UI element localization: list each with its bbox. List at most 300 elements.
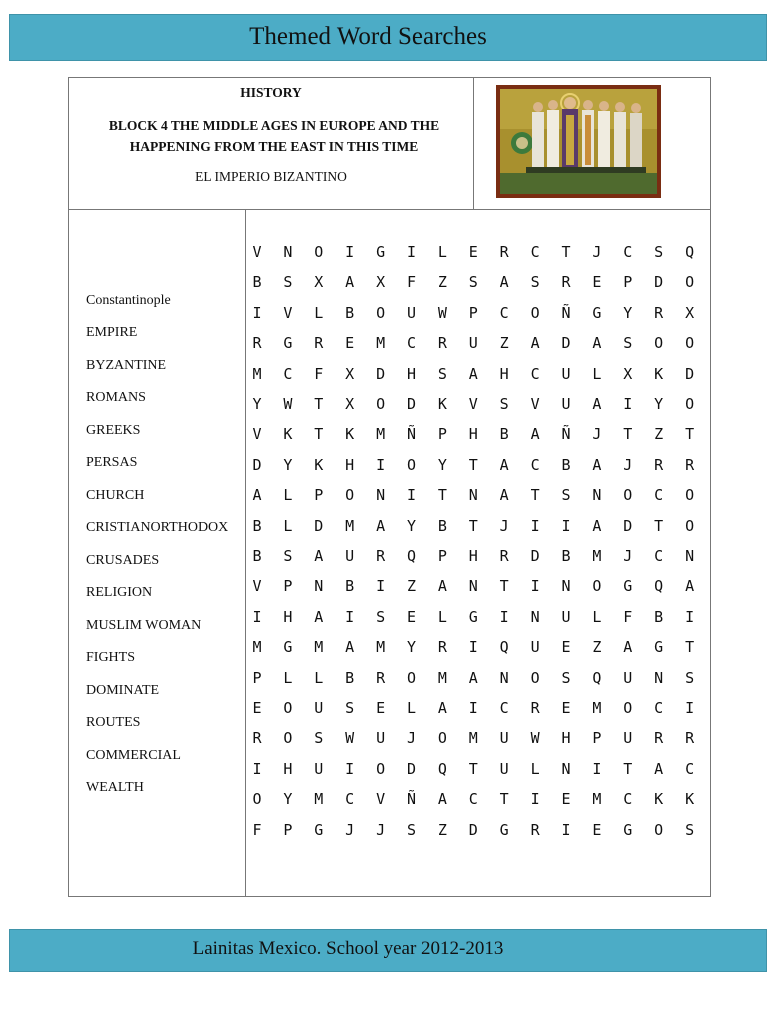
grid-letter[interactable]: S: [345, 699, 355, 717]
grid-letter[interactable]: T: [623, 759, 633, 778]
grid-letter[interactable]: Ñ: [561, 425, 571, 444]
grid-letter[interactable]: M: [314, 790, 324, 809]
grid-letter[interactable]: I: [345, 607, 355, 626]
grid-letter[interactable]: L: [406, 699, 417, 717]
grid-letter[interactable]: H: [499, 364, 509, 383]
grid-letter[interactable]: A: [530, 334, 540, 353]
grid-letter[interactable]: D: [406, 759, 417, 778]
grid-letter[interactable]: O: [406, 668, 417, 687]
grid-letter[interactable]: O: [437, 729, 447, 748]
grid-letter[interactable]: M: [592, 547, 602, 565]
grid-letter[interactable]: E: [345, 334, 355, 353]
grid-letter[interactable]: H: [468, 547, 478, 565]
grid-letter[interactable]: B: [345, 303, 355, 322]
grid-letter[interactable]: I: [530, 516, 540, 535]
grid-letter[interactable]: M: [592, 790, 602, 809]
grid-letter[interactable]: R: [252, 334, 262, 353]
grid-letter[interactable]: E: [561, 790, 571, 809]
grid-letter[interactable]: O: [376, 303, 386, 322]
grid-letter[interactable]: Q: [499, 638, 509, 657]
grid-letter[interactable]: N: [561, 577, 571, 596]
grid-letter[interactable]: O: [530, 668, 540, 687]
grid-letter[interactable]: J: [345, 820, 355, 839]
grid-letter[interactable]: S: [468, 273, 478, 292]
grid-letter[interactable]: C: [530, 243, 540, 261]
grid-letter[interactable]: C: [345, 790, 355, 809]
grid-letter[interactable]: O: [376, 759, 386, 778]
grid-letter[interactable]: U: [623, 668, 633, 687]
grid-letter[interactable]: O: [283, 729, 293, 748]
grid-letter[interactable]: S: [406, 820, 417, 839]
grid-letter[interactable]: O: [685, 273, 695, 292]
grid-letter[interactable]: X: [314, 273, 324, 292]
grid-letter[interactable]: B: [252, 516, 262, 535]
grid-letter[interactable]: D: [530, 547, 540, 565]
grid-letter[interactable]: Y: [283, 455, 293, 474]
grid-letter[interactable]: S: [376, 607, 386, 626]
grid-letter[interactable]: S: [314, 729, 324, 748]
grid-letter[interactable]: G: [592, 303, 602, 322]
grid-letter[interactable]: K: [345, 425, 355, 444]
grid-letter[interactable]: Z: [406, 577, 417, 596]
grid-letter[interactable]: K: [283, 425, 293, 444]
grid-letter[interactable]: K: [654, 364, 664, 383]
grid-letter[interactable]: M: [252, 638, 262, 657]
grid-letter[interactable]: I: [252, 607, 262, 626]
grid-letter[interactable]: O: [345, 486, 355, 505]
grid-letter[interactable]: V: [530, 395, 540, 413]
grid-letter[interactable]: A: [345, 273, 355, 292]
grid-letter[interactable]: I: [468, 699, 478, 717]
grid-letter[interactable]: T: [468, 759, 478, 778]
grid-letter[interactable]: T: [561, 243, 571, 261]
grid-letter[interactable]: I: [685, 699, 695, 717]
grid-letter[interactable]: B: [499, 425, 509, 444]
grid-letter[interactable]: O: [685, 395, 695, 413]
grid-letter[interactable]: N: [499, 668, 509, 687]
grid-letter[interactable]: A: [592, 395, 602, 413]
grid-letter[interactable]: O: [654, 334, 664, 353]
grid-letter[interactable]: K: [437, 395, 447, 413]
grid-letter[interactable]: S: [623, 334, 633, 353]
grid-letter[interactable]: V: [252, 425, 262, 444]
grid-letter[interactable]: G: [283, 638, 293, 657]
grid-letter[interactable]: U: [406, 303, 417, 322]
grid-letter[interactable]: T: [314, 425, 324, 444]
grid-letter[interactable]: A: [468, 668, 478, 687]
grid-letter[interactable]: H: [561, 729, 571, 748]
grid-letter[interactable]: I: [561, 820, 571, 839]
grid-letter[interactable]: E: [561, 638, 571, 657]
grid-letter[interactable]: J: [406, 729, 417, 748]
grid-letter[interactable]: L: [283, 668, 293, 687]
grid-letter[interactable]: C: [530, 455, 540, 474]
grid-letter[interactable]: I: [685, 607, 695, 626]
grid-letter[interactable]: I: [561, 516, 571, 535]
grid-letter[interactable]: C: [623, 243, 633, 261]
grid-letter[interactable]: M: [345, 516, 355, 535]
grid-letter[interactable]: I: [345, 243, 355, 261]
grid-letter[interactable]: V: [252, 577, 262, 596]
grid-letter[interactable]: A: [314, 547, 324, 565]
grid-letter[interactable]: R: [376, 547, 386, 565]
grid-letter[interactable]: G: [623, 577, 633, 596]
grid-letter[interactable]: D: [685, 364, 695, 383]
grid-letter[interactable]: N: [530, 607, 540, 626]
grid-letter[interactable]: F: [314, 364, 324, 383]
grid-letter[interactable]: W: [437, 303, 447, 322]
grid-letter[interactable]: U: [530, 638, 540, 657]
grid-letter[interactable]: B: [345, 577, 355, 596]
grid-letter[interactable]: I: [376, 455, 386, 474]
grid-letter[interactable]: D: [406, 395, 417, 413]
grid-letter[interactable]: C: [530, 364, 540, 383]
grid-letter[interactable]: A: [592, 334, 602, 353]
grid-letter[interactable]: R: [499, 547, 509, 565]
grid-letter[interactable]: U: [376, 729, 386, 748]
grid-letter[interactable]: X: [685, 303, 695, 322]
grid-letter[interactable]: E: [406, 607, 417, 626]
grid-letter[interactable]: A: [252, 486, 262, 505]
grid-letter[interactable]: Q: [685, 243, 695, 261]
grid-letter[interactable]: L: [314, 668, 324, 687]
grid-letter[interactable]: Q: [592, 668, 602, 687]
grid-letter[interactable]: L: [314, 303, 324, 322]
grid-letter[interactable]: N: [283, 243, 293, 261]
grid-letter[interactable]: L: [437, 243, 447, 261]
grid-letter[interactable]: C: [283, 364, 293, 383]
grid-letter[interactable]: O: [654, 820, 664, 839]
grid-letter[interactable]: N: [654, 668, 664, 687]
grid-letter[interactable]: B: [561, 547, 571, 565]
grid-letter[interactable]: O: [685, 516, 695, 535]
grid-letter[interactable]: R: [685, 455, 695, 474]
grid-letter[interactable]: D: [561, 334, 571, 353]
grid-letter[interactable]: U: [561, 395, 571, 413]
grid-letter[interactable]: Y: [406, 638, 417, 657]
grid-letter[interactable]: C: [654, 699, 664, 717]
grid-letter[interactable]: O: [376, 395, 386, 413]
grid-letter[interactable]: P: [283, 577, 293, 596]
grid-letter[interactable]: K: [654, 790, 664, 809]
grid-letter[interactable]: B: [252, 547, 262, 565]
grid-letter[interactable]: S: [530, 273, 540, 292]
grid-letter[interactable]: S: [499, 395, 509, 413]
grid-letter[interactable]: O: [252, 790, 262, 809]
grid-letter[interactable]: U: [314, 699, 324, 717]
grid-letter[interactable]: X: [376, 273, 386, 292]
grid-letter[interactable]: Y: [283, 790, 293, 809]
grid-letter[interactable]: N: [468, 577, 478, 596]
grid-letter[interactable]: C: [406, 334, 417, 353]
grid-letter[interactable]: I: [406, 243, 417, 261]
grid-letter[interactable]: I: [376, 577, 386, 596]
grid-letter[interactable]: H: [283, 607, 293, 626]
grid-letter[interactable]: O: [623, 486, 633, 505]
grid-letter[interactable]: L: [592, 607, 602, 626]
grid-letter[interactable]: B: [561, 455, 571, 474]
grid-letter[interactable]: T: [685, 638, 695, 657]
grid-letter[interactable]: E: [376, 699, 386, 717]
grid-letter[interactable]: D: [623, 516, 633, 535]
grid-letter[interactable]: O: [283, 699, 293, 717]
grid-letter[interactable]: E: [252, 699, 262, 717]
grid-letter[interactable]: R: [252, 729, 262, 748]
grid-letter[interactable]: C: [499, 303, 509, 322]
grid-letter[interactable]: T: [623, 425, 633, 444]
grid-letter[interactable]: J: [592, 425, 602, 444]
grid-letter[interactable]: T: [654, 516, 664, 535]
grid-letter[interactable]: Y: [252, 395, 262, 413]
grid-letter[interactable]: A: [376, 516, 386, 535]
grid-letter[interactable]: L: [437, 607, 447, 626]
grid-letter[interactable]: A: [654, 759, 664, 778]
grid-letter[interactable]: R: [530, 820, 540, 839]
grid-letter[interactable]: H: [468, 425, 478, 444]
grid-letter[interactable]: I: [499, 607, 509, 626]
grid-letter[interactable]: T: [499, 577, 509, 596]
grid-letter[interactable]: A: [592, 455, 602, 474]
grid-letter[interactable]: A: [468, 364, 478, 383]
grid-letter[interactable]: I: [468, 638, 478, 657]
grid-letter[interactable]: A: [345, 638, 355, 657]
grid-letter[interactable]: I: [530, 577, 540, 596]
grid-letter[interactable]: N: [314, 577, 324, 596]
grid-letter[interactable]: B: [654, 607, 664, 626]
grid-letter[interactable]: Z: [437, 820, 447, 839]
grid-letter[interactable]: T: [530, 486, 540, 505]
grid-letter[interactable]: U: [314, 759, 324, 778]
grid-letter[interactable]: I: [530, 790, 540, 809]
grid-letter[interactable]: E: [561, 699, 571, 717]
grid-letter[interactable]: Z: [499, 334, 509, 353]
grid-letter[interactable]: L: [283, 516, 293, 535]
grid-letter[interactable]: Y: [406, 516, 417, 535]
grid-letter[interactable]: U: [561, 607, 571, 626]
grid-letter[interactable]: A: [592, 516, 602, 535]
grid-letter[interactable]: R: [437, 334, 447, 353]
grid-letter[interactable]: M: [376, 425, 386, 444]
grid-letter[interactable]: Z: [654, 425, 664, 444]
grid-letter[interactable]: N: [376, 486, 386, 505]
grid-letter[interactable]: V: [376, 790, 386, 809]
grid-letter[interactable]: K: [685, 790, 695, 809]
grid-letter[interactable]: D: [314, 516, 324, 535]
grid-letter[interactable]: J: [623, 547, 633, 565]
grid-letter[interactable]: S: [283, 547, 293, 565]
grid-letter[interactable]: R: [654, 303, 664, 322]
grid-letter[interactable]: M: [314, 638, 324, 657]
grid-letter[interactable]: A: [437, 577, 447, 596]
grid-letter[interactable]: H: [406, 364, 417, 383]
grid-letter[interactable]: Z: [592, 638, 602, 657]
grid-letter[interactable]: T: [314, 395, 324, 413]
grid-letter[interactable]: S: [561, 668, 571, 687]
grid-letter[interactable]: I: [623, 395, 633, 413]
grid-letter[interactable]: P: [437, 425, 447, 444]
grid-letter[interactable]: Ñ: [561, 303, 571, 322]
grid-letter[interactable]: X: [345, 364, 355, 383]
grid-letter[interactable]: V: [468, 395, 478, 413]
grid-letter[interactable]: I: [345, 759, 355, 778]
grid-letter[interactable]: C: [468, 790, 478, 809]
grid-letter[interactable]: D: [376, 364, 386, 383]
grid-letter[interactable]: S: [685, 820, 695, 839]
grid-letter[interactable]: Ñ: [406, 790, 417, 809]
grid-letter[interactable]: A: [437, 699, 447, 717]
grid-letter[interactable]: P: [252, 668, 262, 687]
grid-letter[interactable]: G: [468, 607, 478, 626]
grid-letter[interactable]: U: [345, 547, 355, 565]
grid-letter[interactable]: R: [314, 334, 324, 353]
grid-letter[interactable]: C: [654, 547, 664, 565]
grid-letter[interactable]: T: [437, 486, 447, 505]
grid-letter[interactable]: J: [623, 455, 633, 474]
grid-letter[interactable]: V: [252, 243, 262, 261]
grid-letter[interactable]: T: [499, 790, 509, 809]
grid-letter[interactable]: M: [376, 334, 386, 353]
grid-letter[interactable]: M: [592, 699, 602, 717]
grid-letter[interactable]: A: [499, 273, 509, 292]
grid-letter[interactable]: Y: [437, 455, 447, 474]
grid-letter[interactable]: P: [283, 820, 293, 839]
grid-letter[interactable]: C: [685, 759, 695, 778]
grid-letter[interactable]: O: [592, 577, 602, 596]
grid-letter[interactable]: Q: [437, 759, 447, 778]
grid-letter[interactable]: H: [345, 455, 355, 474]
grid-letter[interactable]: U: [468, 334, 478, 353]
grid-letter[interactable]: A: [623, 638, 633, 657]
grid-letter[interactable]: I: [252, 303, 262, 322]
grid-letter[interactable]: P: [592, 729, 602, 748]
grid-letter[interactable]: R: [685, 729, 695, 748]
grid-letter[interactable]: M: [437, 668, 447, 687]
grid-letter[interactable]: B: [437, 516, 447, 535]
grid-letter[interactable]: C: [623, 790, 633, 809]
grid-letter[interactable]: S: [437, 364, 447, 383]
grid-letter[interactable]: J: [376, 820, 386, 839]
grid-letter[interactable]: Q: [406, 547, 417, 565]
grid-letter[interactable]: W: [345, 729, 355, 748]
grid-letter[interactable]: A: [499, 486, 509, 505]
grid-letter[interactable]: E: [468, 243, 478, 261]
grid-letter[interactable]: R: [437, 638, 447, 657]
grid-letter[interactable]: S: [283, 273, 293, 292]
grid-letter[interactable]: F: [252, 820, 262, 839]
grid-letter[interactable]: D: [468, 820, 478, 839]
grid-letter[interactable]: I: [252, 759, 262, 778]
grid-letter[interactable]: A: [314, 607, 324, 626]
grid-letter[interactable]: U: [561, 364, 571, 383]
grid-letter[interactable]: S: [685, 668, 695, 687]
grid-letter[interactable]: A: [685, 577, 695, 596]
grid-letter[interactable]: R: [561, 273, 571, 292]
grid-letter[interactable]: N: [468, 486, 478, 505]
grid-letter[interactable]: B: [252, 273, 262, 292]
grid-letter[interactable]: S: [561, 486, 571, 505]
grid-letter[interactable]: A: [437, 790, 447, 809]
grid-letter[interactable]: J: [499, 516, 509, 535]
grid-letter[interactable]: G: [654, 638, 664, 657]
grid-letter[interactable]: Y: [654, 395, 664, 413]
grid-letter[interactable]: R: [654, 729, 664, 748]
grid-letter[interactable]: G: [376, 243, 386, 261]
grid-letter[interactable]: L: [592, 364, 602, 383]
grid-letter[interactable]: P: [623, 273, 633, 292]
grid-letter[interactable]: X: [623, 364, 633, 383]
grid-letter[interactable]: I: [592, 759, 602, 778]
grid-letter[interactable]: U: [623, 729, 633, 748]
grid-letter[interactable]: Ñ: [406, 425, 417, 444]
grid-letter[interactable]: O: [530, 303, 540, 322]
grid-letter[interactable]: V: [283, 303, 293, 322]
grid-letter[interactable]: O: [314, 243, 324, 261]
grid-letter[interactable]: G: [623, 820, 633, 839]
grid-letter[interactable]: A: [530, 425, 540, 444]
grid-letter[interactable]: M: [252, 364, 262, 383]
grid-letter[interactable]: U: [499, 729, 509, 748]
grid-letter[interactable]: O: [685, 334, 695, 353]
grid-letter[interactable]: A: [499, 455, 509, 474]
grid-letter[interactable]: W: [530, 729, 540, 748]
grid-letter[interactable]: H: [283, 759, 293, 778]
grid-letter[interactable]: G: [283, 334, 293, 353]
grid-letter[interactable]: W: [283, 395, 293, 413]
grid-letter[interactable]: L: [530, 759, 540, 778]
grid-letter[interactable]: L: [283, 486, 293, 505]
grid-letter[interactable]: I: [406, 486, 417, 505]
grid-letter[interactable]: T: [685, 425, 695, 444]
grid-letter[interactable]: S: [654, 243, 664, 261]
grid-letter[interactable]: P: [468, 303, 478, 322]
grid-letter[interactable]: X: [345, 395, 355, 413]
grid-letter[interactable]: C: [499, 699, 509, 717]
grid-letter[interactable]: Z: [437, 273, 447, 292]
grid-letter[interactable]: O: [406, 455, 417, 474]
grid-letter[interactable]: D: [252, 455, 262, 474]
grid-letter[interactable]: J: [592, 243, 602, 261]
grid-letter[interactable]: Y: [623, 303, 633, 322]
grid-letter[interactable]: G: [499, 820, 509, 839]
grid-letter[interactable]: N: [561, 759, 571, 778]
grid-letter[interactable]: K: [314, 455, 324, 474]
grid-letter[interactable]: C: [654, 486, 664, 505]
grid-letter[interactable]: D: [654, 273, 664, 292]
grid-letter[interactable]: M: [376, 638, 386, 657]
grid-letter[interactable]: U: [499, 759, 509, 778]
grid-letter[interactable]: F: [623, 607, 633, 626]
grid-letter[interactable]: N: [685, 547, 695, 565]
grid-letter[interactable]: B: [345, 668, 355, 687]
grid-letter[interactable]: N: [592, 486, 602, 505]
grid-letter[interactable]: R: [654, 455, 664, 474]
grid-letter[interactable]: E: [592, 820, 602, 839]
grid-letter[interactable]: R: [376, 668, 386, 687]
grid-letter[interactable]: G: [314, 820, 324, 839]
grid-letter[interactable]: O: [623, 699, 633, 717]
grid-letter[interactable]: F: [406, 273, 417, 292]
grid-letter[interactable]: Q: [654, 577, 664, 596]
grid-letter[interactable]: O: [685, 486, 695, 505]
grid-letter[interactable]: E: [592, 273, 602, 292]
grid-letter[interactable]: R: [530, 699, 540, 717]
grid-letter[interactable]: P: [437, 547, 447, 565]
grid-letter[interactable]: R: [499, 243, 509, 261]
grid-letter[interactable]: T: [468, 455, 478, 474]
grid-letter[interactable]: T: [468, 516, 478, 535]
grid-letter[interactable]: P: [314, 486, 324, 505]
grid-letter[interactable]: M: [468, 729, 478, 748]
